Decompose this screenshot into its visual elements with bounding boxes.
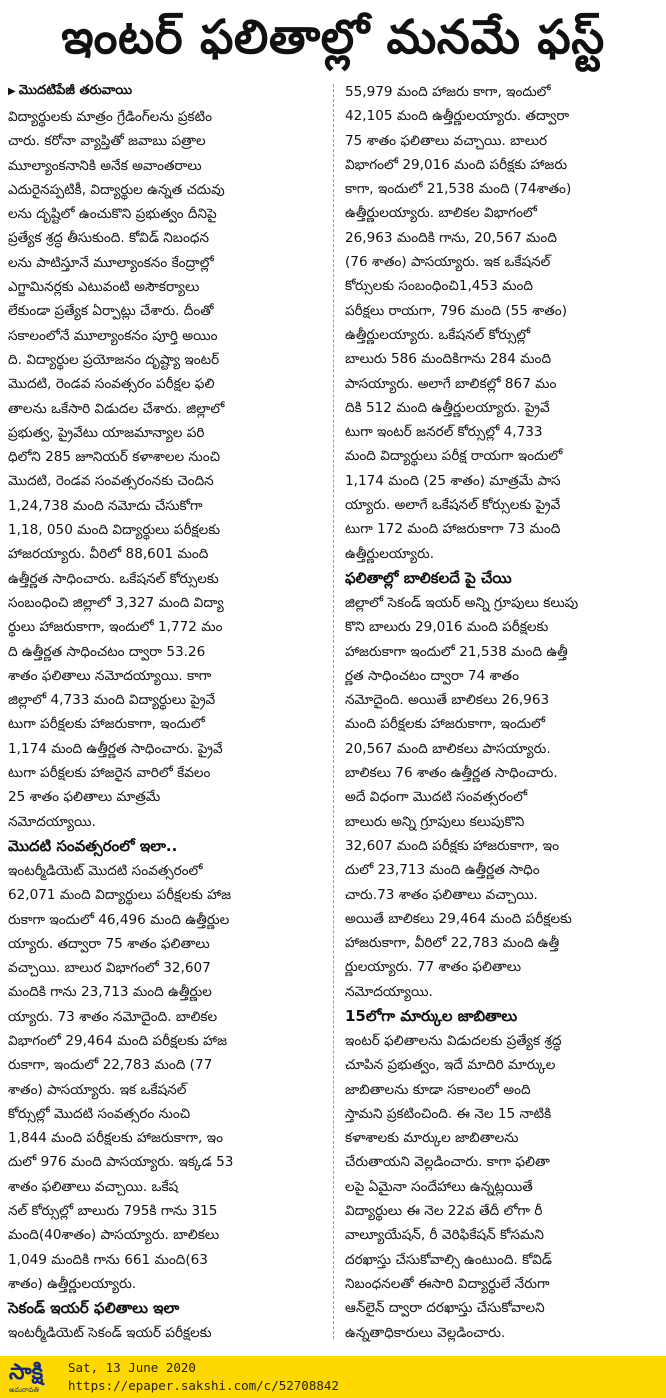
continuation-label (8, 80, 320, 103)
left-paragraph-1: విద్యార్థులకు మాత్రం గ్రేడింగ్‌లను ప్రకటిం చారు. కరోనా వ్యాప్తితో జవాబు పత్రాల మూల్యాంకనానికి అనేక అవాంతరాలు ఎదురైనప్పటికీ, విద్యార్థుల ఉన్నత చదువు లను దృష్టిలో ఉంచుకొని ప్రభుత్వం దీనిపై ప్రత్యేక శ్రద్ధ తీసుకుంది. కోవిడ్ నిబంధన లను పాటిస్తూనే మూల్యాంకనం కేంద్రాల్లో ఎగ్జామినర్లకు ఎటువంటి అసౌకర్యాలు లేకుండా ప్రత్యేక ఏర్పాట్లు చేశారు. దీంతో సకాలంలోనే మూల్యాంకనం పూర్తి అయిం ది. విద్యార్థుల ప్రయోజనం దృష్ట్యా ఇంటర్ మొదటి, రెండవ సంవత్సరం పరీక్షల ఫలి తాలను ఒకేసారి విడుదల చేశారు. జిల్లాలో ప్రభుత్వ, ప్రైవేటు యాజమాన్యాల పరి ధిలోని 285 జూనియర్ కళాశాలల నుంచి మొదటి, రెండవ సంవత్సరంనకు చెందిన 1,24,738 మంది నమోదు చేసుకోగా 1,18, 050 మంది విద్యార్థులు పరీక్షలకు హాజరయ్యారు. వీరిలో 88,601 మంది ఉత్తీర్ణత సాధించారు. ఒకేషనల్ కోర్సులకు సంబంధించి జిల్లాలో 3,327 మంది విద్యా ర్థులు హాజరుకాగా, ఇందులో 1,772 మం ది ఉత్తీర్ణత సాధించటం ద్వారా 53.26 శాతం ఫలితాలు నమోదయ్యాయి. కాగా జిల్లాలో 4,733 మంది విద్యార్థులు ప్రైవే టుగా పరీక్షలకు హాజరుకాగా, ఇందులో 1,174 మంది ఉత్తీర్ణత సాధించారు. ప్రైవే టుగా పరీక్షలకు హాజరైన వారిలో కేవలం 25 శాతం ఫలితాలు మాత్రమే నమోదయ్యాయి. (8, 109, 225, 830)
left-subhead-2: సెకండ్ ఇయర్ ఫలితాలు ఇలా (8, 1299, 180, 1318)
column-divider (333, 84, 334, 1339)
edition-date: Sat, 13 June 2020 (68, 1360, 196, 1375)
right-subhead-2: 15లోగా మార్కుల జాబితాలు (345, 1006, 518, 1025)
right-paragraph-3: ఇంటర్ ఫలితాలను విడుదలకు ప్రత్యేక శ్రద్ధ చూపిన ప్రభుత్వం, ఇదే మాదిరి మార్కుల జాబితాలను కూడా సకాలంలో అంది స్తామని ప్రకటించింది. ఈ నెల 15 నాటికి కళాశాలకు మార్కుల జాబితాలను చేరుతాయని వెల్లడించారు. కాగా ఫలితా లపై ఏమైనా సందేహాలు ఉన్నట్లయితే విద్యార్థులు ఈ నెల 22వ తేదీ లోగా రీ వాల్యూయేషన్, రీ వెరిఫికేషన్ కోసమని దరఖాస్తు చేసుకోవాల్సి ఉంటుంది. కోవిడ్ నిబంధనలతో ఈసారి విద్యార్థులే నేరుగా ఆన్‌లైన్ ద్వారా దరఖాస్తు చేసుకోవాలని ఉన్నతాధికారులు వెల్లడించారు. (345, 1032, 562, 1341)
footer-bar (0, 1356, 666, 1398)
logo-text: సాక్షి (9, 1360, 44, 1385)
right-paragraph-1: 55,979 మంది హాజరు కాగా, ఇందులో 42,105 మంది ఉత్తీర్ణులయ్యారు. తద్వారా 75 శాతం ఫలితాలు వచ్చాయి. బాలుర విభాగంలో 29,016 మంది పరీక్షకు హాజరు కాగా, ఇందులో 21,538 మంది (74శాతం) ఉత్తీర్ణులయ్యారు. బాలికల విభాగంలో 26,963 మందికి గాను, 20,567 మంది (76 శాతం) పాసయ్యారు. ఇక ఒకేషనల్ కోర్సులకు సంబంధించి1,453 మంది పరీక్షలు రాయగా, 796 మంది (55 శాతం) ఉత్తీర్ణులయ్యారు. ఒకేషనల్ కోర్సుల్లో బాలురు 586 మందికిగాను 284 మంది పాసయ్యారు. అలాగే బాలికల్లో 867 మం దికి 512 మంది ఉత్తీర్ణులయ్యారు. ప్రైవే టుగా ఇంటర్ జనరల్ కోర్సుల్లో 4,733 మంది విద్యార్థులు పరీక్ష రాయగా ఇందులో 1,174 మంది (25 శాతం) మాత్రమే పాస య్యారు. అలాగే ఒకేషనల్ కోర్సులకు ప్రైవే టుగా 172 మంది హాజరుకాగా 73 మంది ఉత్తీర్ణులయ్యారు. (345, 84, 572, 562)
left-paragraph-2: ఇంటర్మీడియెట్ మొదటి సంవత్సరంలో 62,071 మంది విద్యార్థులు పరీక్షలకు హాజ రుకాగా ఇందులో 46,496 మంది ఉత్తీర్ణుల య్యారు. తద్వారా 75 శాతం ఫలితాలు వచ్చాయి. బాలుర విభాగంలో 32,607 మందికి గాను 23,713 మంది ఉత్తీర్ణుల య్యారు. 73 శాతం నమోదైంది. బాలికల విభాగంలో 29,464 మంది పరీక్షలకు హాజ రుకాగా, ఇందులో 22,783 మంది (77 శాతం) పాసయ్యారు. ఇక ఒకేషనల్ కోర్సుల్లో మొదటి సంవత్సరం నుంచి 1,844 మంది పరీక్షలకు హాజరుకాగా, ఇం దులో 976 మంది పాసయ్యారు. ఇక్కడ 53 శాతం ఫలితాలు వచ్చాయి. ఒకేష నల్ కోర్సుల్లో బాలురు 795కి గాను 315 మంది(40శాతం) పాసయ్యారు. బాలికలు 1,049 మందికి గాను 661 మంది(63 శాతం) ఉత్తీర్ణులయ్యారు. (8, 862, 234, 1292)
logo-subtext: అమరావతి (9, 1386, 39, 1394)
left-column (8, 80, 320, 1346)
right-column (345, 80, 663, 1345)
left-subhead-1: మొదటి సంవత్సరంలో ఇలా.. (8, 836, 178, 855)
triangle-right-icon: ▶ (8, 86, 16, 97)
right-subhead-1: ఫలితాల్లో బాలికలదే పై చేయి (345, 568, 512, 587)
continuation-text: మొదటిపేజీ తరువాయి (18, 83, 133, 98)
epaper-link[interactable]: https://epaper.sakshi.com/c/52708842 (68, 1378, 339, 1393)
left-paragraph-3: ఇంటర్మీడియెట్ సెకండ్ ఇయర్ పరీక్షలకు (8, 1325, 212, 1342)
sakshi-logo (3, 1359, 61, 1395)
headline: ఇంటర్ ఫలితాల్లో మనమే ఫస్ట్ (61, 10, 605, 65)
right-paragraph-2: జిల్లాలో సెకండ్ ఇయర్ అన్ని గ్రూపులు కలుపు కొని బాలురు 29,016 మంది పరీక్షలకు హాజరుకాగా ఇందులో 21,538 మంది ఉత్తీ ర్ణత సాధించటం ద్వారా 74 శాతం నమోదైంది. అయితే బాలికలు 26,963 మంది పరీక్షలకు హాజరుకాగా, ఇందులో 20,567 మంది బాలికలు పాసయ్యారు. బాలికలు 76 శాతం ఉత్తీర్ణత సాధించారు. అదే విధంగా మొదటి సంవత్సరంలో బాలురు అన్ని గ్రూపులు కలుపుకొని 32,607 మంది పరీక్షకు హాజరుకాగా, ఇం దులో 23,713 మంది ఉత్తీర్ణత సాధిం చారు.73 శాతం ఫలితాలు వచ్చాయి. అయితే బాలికలు 29,464 మంది పరీక్షలకు హాజరుకాగా, వీరిలో 22,783 మంది ఉత్తీ ర్ణులయ్యారు. 77 శాతం ఫలితాలు నమోదయ్యాయి. (345, 594, 579, 1000)
